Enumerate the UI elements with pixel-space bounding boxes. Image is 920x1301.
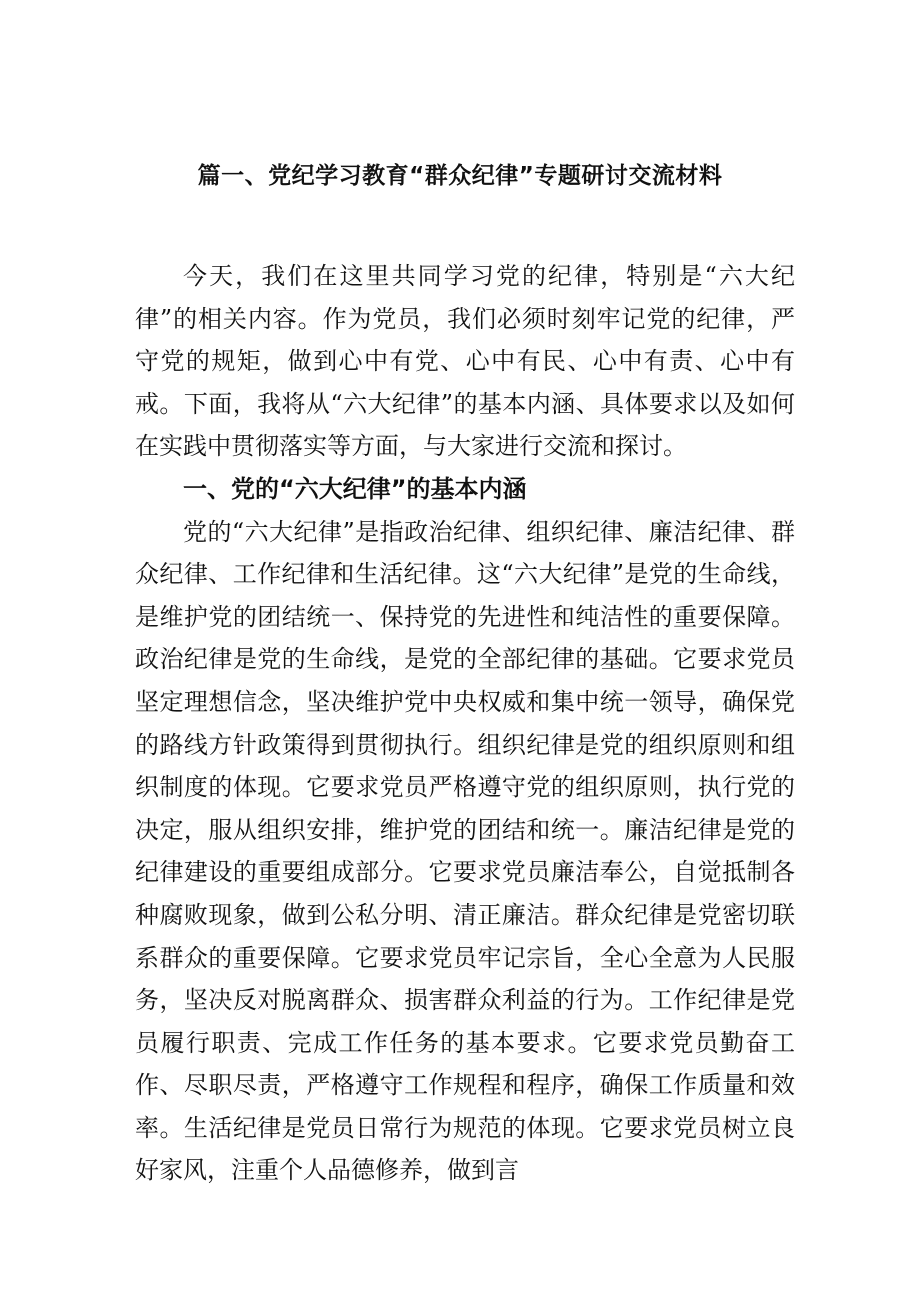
intro-paragraph: 今天，我们在这里共同学习党的纪律，特别是“六大纪律”的相关内容。作为党员，我们必须时刻牢记党的纪律，严守党的规矩，做到心中有党、心中有民、心中有责、心中有戒。下面，我将从“六大纪律”的基本内涵、具体要求以及如何在实践中贯彻落实等方面，与大家进行交流和探讨。 [135, 262, 795, 461]
document-title: 篇一、党纪学习教育“群众纪律”专题研讨交流材料 [197, 163, 723, 189]
section-paragraph: 党的“六大纪律”是指政治纪律、组织纪律、廉洁纪律、群众纪律、工作纪律和生活纪律。这“六大纪律”是党的生命线，是维护党的团结统一、保持党的先进性和纯洁性的重要保障。政治纪律是党的生命线，是党的全部纪律的基础。它要求党员坚定理想信念，坚决维护党中央权威和集中统一领导，确保党的路线方针政策得到贯彻执行。组织纪律是党的组织原则和组织制度的体现。它要求党员严格遵守党的组织原则，执行党的决定，服从组织安排，维护党的团结和统一。廉洁纪律是党的纪律建设的重要组成部分。它要求党员廉洁奉公，自觉抵制各种腐败现象，做到公私分明、清正廉洁。群众纪律是党密切联系群众的重要保障。它要求党员牢记宗旨，全心全意为人民服务，坚决反对脱离群众、损害群众利益的行为。工作纪律是党员履行职责、完成工作任务的基本要求。它要求党员勤奋工作、尽职尽责，严格遵守工作规程和程序，确保工作质量和效率。生活纪律是党员日常行为规范的体现。它要求党员树立良好家风，注重个人品德修养，做到言 [135, 517, 795, 1185]
section-heading: 一、党的“六大纪律”的基本内涵 [183, 474, 527, 503]
document-body [135, 255, 795, 1192]
